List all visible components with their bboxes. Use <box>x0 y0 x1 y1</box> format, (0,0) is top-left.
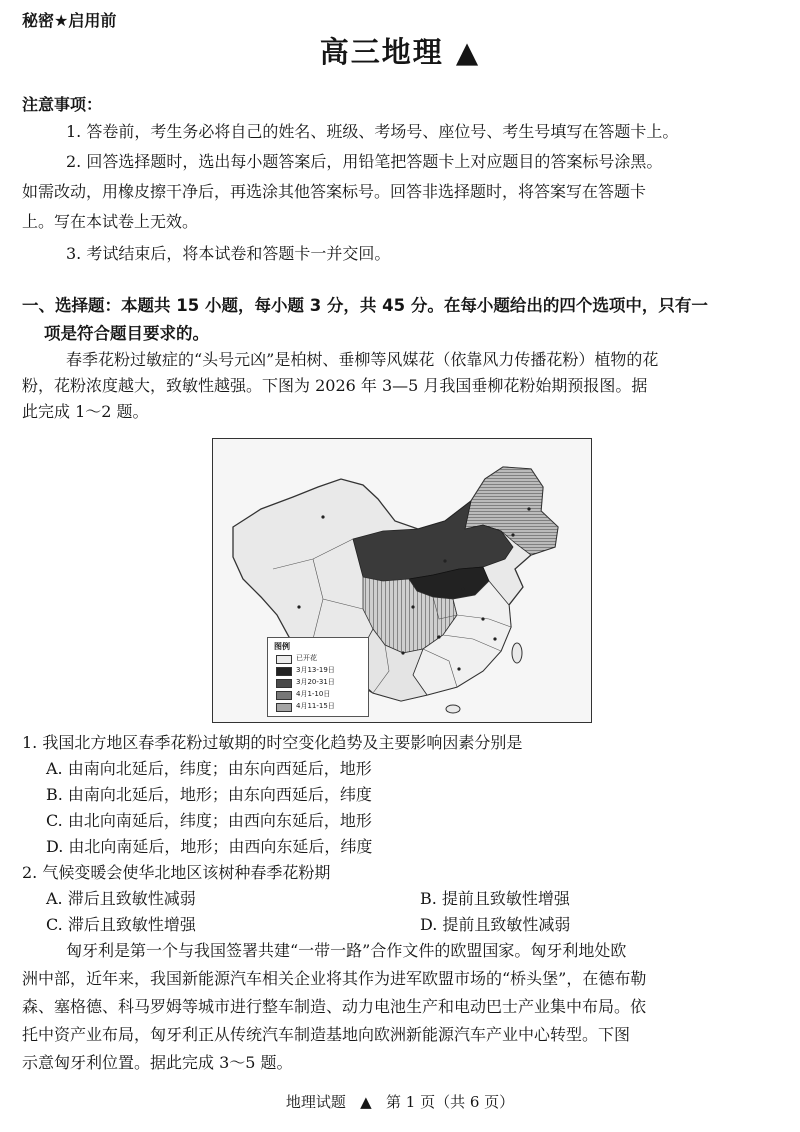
page-title: 高三地理 ▲ <box>319 35 481 69</box>
page-footer <box>0 1091 800 1112</box>
pollen-forecast-map <box>212 438 592 723</box>
footer-page-number: 第 1 页（共 6 页） <box>386 1093 515 1111</box>
legend-title: 图例 <box>274 642 290 651</box>
section-heading <box>22 292 708 348</box>
secret-mark: 秘密★启用前 <box>22 11 117 30</box>
legend-item-4 <box>276 690 366 700</box>
legend-label-5: 4月11-15日 <box>296 702 335 710</box>
section-heading-line-1: 一、选择题：本题共 15 小题，每小题 3 分，共 45 分。在每小题给出的四个选项中，只有一 <box>22 296 708 315</box>
passage-line-4: 托中资产业布局，匈牙利正从传统汽车制造基地向欧洲新能源汽车产业中心转型。下图 <box>22 1025 631 1044</box>
question-2-stem: 2. 气候变暖会使华北地区该树种春季花粉期 <box>22 863 331 882</box>
question-1-option-a: A. 由南向北延后，纬度；由东向西延后，地形 <box>46 759 372 778</box>
notice-heading: 注意事项： <box>22 95 103 114</box>
footer-mark: ▲ <box>360 1093 372 1111</box>
question-2-option-c: C. 滞后且致敏性增强 <box>46 915 196 934</box>
legend-item-3 <box>276 678 366 688</box>
notice-item-2: 2. 回答选择题时，选出每小题答案后，用铅笔把答题卡上对应题目的答案标号涂黑。 <box>66 152 663 171</box>
passage-line-5: 示意匈牙利位置。据此完成 3～5 题。 <box>22 1053 293 1072</box>
question-1-option-b: B. 由南向北延后，地形；由东向西延后，纬度 <box>46 785 372 804</box>
legend-item-5 <box>276 702 366 712</box>
notice-item-1: 1. 答卷前，考生务必将自己的姓名、班级、考场号、座位号、考生号填写在答题卡上。 <box>66 122 679 141</box>
section-heading-line-2: 项是符合题目要求的。 <box>44 324 209 343</box>
footer-subject: 地理试题 <box>285 1093 346 1111</box>
map-legend <box>267 637 369 717</box>
legend-swatch-1 <box>276 655 292 664</box>
question-2-option-d: D. 提前且致敏性减弱 <box>420 915 571 934</box>
legend-swatch-5 <box>276 703 292 712</box>
intro-line-2: 粉，花粉浓度越大，致敏性越强。下图为 2026 年 3—5 月我国垂柳花粉始期预报图。据 <box>22 376 648 395</box>
passage-line-2: 洲中部，近年来，我国新能源汽车相关企业将其作为进军欧盟市场的“桥头堡”，在德布勒 <box>22 969 647 988</box>
legend-label-1: 已开花 <box>296 654 317 662</box>
question-1-option-c: C. 由北向南延后，纬度；由西向东延后，地形 <box>46 811 372 830</box>
notice-item-3: 3. 考试结束后，将本试卷和答题卡一并交回。 <box>66 244 391 263</box>
passage-line-3: 森、塞格德、科马罗姆等城市进行整车制造、动力电池生产和电动巴士产业集中布局。依 <box>22 997 647 1016</box>
legend-swatch-2 <box>276 667 292 676</box>
passage-line-1: 匈牙利是第一个与我国签署共建“一带一路”合作文件的欧盟国家。匈牙利地处欧 <box>66 941 627 960</box>
question-2-option-a: A. 滞后且致敏性减弱 <box>46 889 196 908</box>
legend-label-2: 3月13-19日 <box>296 666 335 674</box>
legend-item-1 <box>276 654 366 664</box>
notice-item-2-end: 上。写在本试卷上无效。 <box>22 212 199 231</box>
question-1-option-d: D. 由北向南延后，地形；由西向东延后，纬度 <box>46 837 373 856</box>
legend-item-2 <box>276 666 366 676</box>
hainan-island <box>446 705 460 713</box>
question-1-stem: 1. 我国北方地区春季花粉过敏期的时空变化趋势及主要影响因素分别是 <box>22 733 523 752</box>
legend-swatch-4 <box>276 691 292 700</box>
legend-label-3: 3月20-31日 <box>296 678 335 686</box>
intro-line-1: 春季花粉过敏症的“头号元凶”是柏树、垂柳等风媒花（依靠风力传播花粉）植物的花 <box>66 350 659 369</box>
intro-line-3: 此完成 1～2 题。 <box>22 402 149 421</box>
question-2-option-b: B. 提前且致敏性增强 <box>420 889 570 908</box>
legend-swatch-3 <box>276 679 292 688</box>
notice-item-2-cont: 如需改动，用橡皮擦干净后，再选涂其他答案标号。回答非选择题时，将答案写在答题卡 <box>22 182 647 201</box>
taiwan-island <box>512 643 522 663</box>
legend-label-4: 4月1-10日 <box>296 690 331 698</box>
